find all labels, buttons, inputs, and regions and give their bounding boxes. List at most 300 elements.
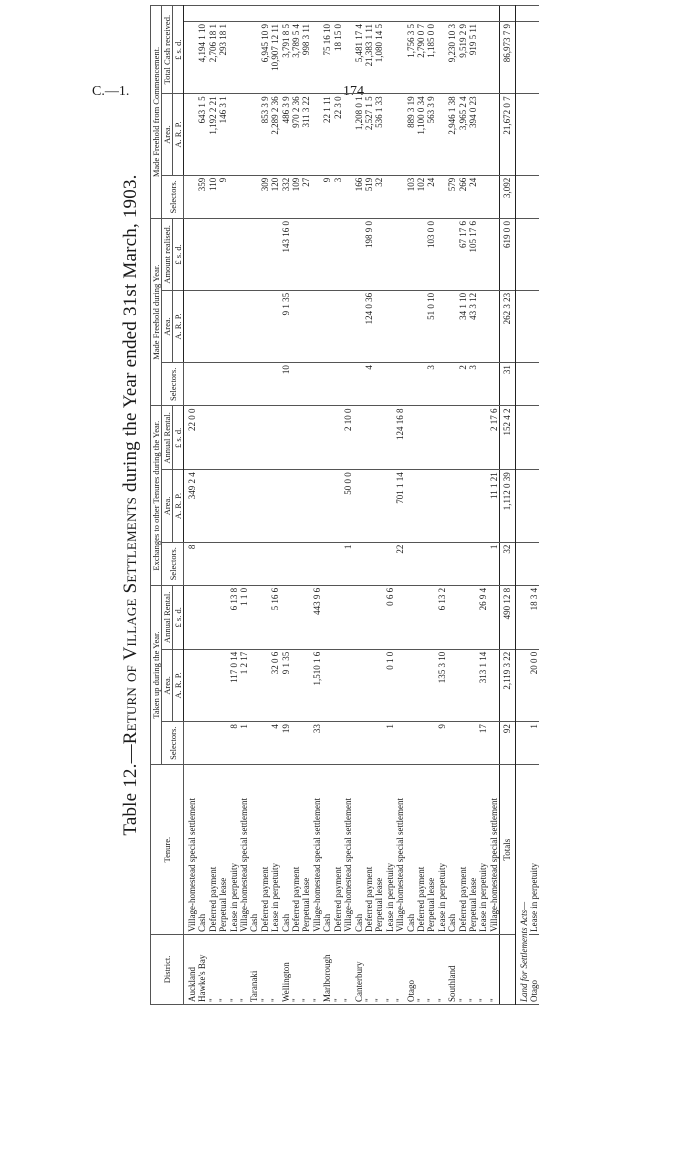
value-cell — [301, 406, 311, 470]
tenure-cell: Deferred payment — [333, 765, 343, 935]
value-cell: 117 0 14 — [229, 649, 239, 721]
value-cell — [260, 649, 270, 721]
tenure-cell: Cash — [447, 765, 457, 935]
value-cell: 2,706 18 1 — [208, 21, 218, 93]
value-cell — [239, 470, 249, 542]
value-cell — [322, 470, 332, 542]
value-cell: 124 0 36 — [364, 290, 374, 362]
value-cell: 103 — [406, 175, 416, 218]
value-cell — [312, 219, 322, 291]
value-cell — [437, 175, 447, 218]
value-cell: 3 — [468, 363, 478, 406]
district-cell: Auckland — [184, 934, 198, 1004]
header-annual-rental: Annual Rental. — [162, 406, 173, 470]
value-cell — [374, 290, 384, 362]
value-cell — [229, 363, 239, 406]
value-cell — [515, 470, 529, 542]
value-cell — [515, 94, 529, 175]
district-cell: " — [385, 934, 395, 1004]
unit-arp: A. R. P. — [173, 290, 184, 362]
value-cell — [489, 219, 500, 291]
value-cell: 143 16 0 — [281, 219, 291, 291]
value-cell — [322, 6, 332, 22]
value-cell — [515, 542, 529, 585]
value-cell — [312, 470, 322, 542]
value-cell — [208, 290, 218, 362]
value-cell — [364, 406, 374, 470]
value-cell — [489, 290, 500, 362]
value-cell — [260, 542, 270, 585]
value-cell — [184, 649, 198, 721]
value-cell: 486 3 9 — [281, 94, 291, 175]
value-cell — [489, 21, 500, 93]
value-cell — [385, 94, 395, 175]
value-cell — [291, 363, 301, 406]
value-cell — [208, 649, 218, 721]
value-cell — [374, 6, 384, 22]
value-cell — [426, 722, 436, 765]
header-district: District. — [151, 934, 184, 1004]
value-cell — [343, 649, 353, 721]
value-cell — [333, 542, 343, 585]
value-cell — [529, 363, 539, 406]
table-row — [489, 6, 500, 1005]
page-reference: C.—1. — [92, 84, 130, 99]
tenure-cell: Cash — [197, 765, 207, 935]
table-row — [416, 6, 426, 1005]
tenure-cell: Lease in perpetuity — [385, 765, 395, 935]
district-cell: " — [260, 934, 270, 1004]
value-cell: 9,230 10 3 — [447, 21, 457, 93]
value-cell — [343, 363, 353, 406]
value-cell — [260, 290, 270, 362]
value-cell — [312, 21, 322, 93]
value-cell — [468, 6, 478, 22]
value-cell — [343, 175, 353, 218]
value-cell — [184, 585, 198, 649]
value-cell — [416, 585, 426, 649]
tenure-cell: Village-homestead special settlement — [239, 765, 249, 935]
table-row — [364, 6, 374, 1005]
value-cell — [447, 585, 457, 649]
group-freehold-year: Made Freehold during Year. — [151, 219, 162, 406]
total-cell: 31 — [500, 363, 515, 406]
value-cell — [343, 94, 353, 175]
value-cell — [208, 363, 218, 406]
value-cell — [447, 470, 457, 542]
value-cell — [343, 290, 353, 362]
district-cell: " — [301, 934, 311, 1004]
value-cell: 1,510 1 6 — [312, 649, 322, 721]
value-cell: 0 1 0 — [385, 649, 395, 721]
table-row — [291, 6, 301, 1005]
value-cell — [281, 585, 291, 649]
value-cell — [322, 406, 332, 470]
section-heading-row — [515, 6, 529, 1005]
value-cell — [374, 219, 384, 291]
value-cell: 349 2 4 — [184, 470, 198, 542]
value-cell — [406, 363, 416, 406]
tenure-cell: Deferred payment — [364, 765, 374, 935]
header-area: Area. — [162, 649, 173, 721]
district-cell: Southland — [447, 934, 457, 1004]
value-cell — [529, 6, 539, 22]
value-cell — [416, 219, 426, 291]
value-cell — [406, 406, 416, 470]
value-cell — [333, 722, 343, 765]
value-cell — [406, 542, 416, 585]
group-freehold-commencement: Made Freehold from Commencement. — [151, 6, 162, 219]
value-cell: 1 1 0 — [239, 585, 249, 649]
tenure-cell: Lease in perpetuity — [229, 765, 239, 935]
header-area: Area. — [162, 94, 173, 175]
value-cell: 22 1 11 — [322, 94, 332, 175]
value-cell — [260, 406, 270, 470]
value-cell — [354, 722, 364, 765]
district-cell: " — [468, 934, 478, 1004]
value-cell: 5 16 6 — [270, 585, 280, 649]
value-cell — [468, 470, 478, 542]
value-cell — [354, 290, 364, 362]
value-cell — [312, 290, 322, 362]
tenure-cell: Lease in perpetuity — [478, 765, 488, 935]
value-cell — [406, 470, 416, 542]
value-cell: 67 17 6 — [458, 219, 468, 291]
value-cell: 9 1 35 — [281, 649, 291, 721]
table-row — [385, 6, 395, 1005]
district-cell: Hawke's Bay — [197, 934, 207, 1004]
value-cell — [197, 363, 207, 406]
value-cell — [229, 94, 239, 175]
value-cell — [416, 6, 426, 22]
value-cell — [333, 585, 343, 649]
value-cell: 2,527 1 5 — [364, 94, 374, 175]
value-cell — [312, 175, 322, 218]
table-row — [197, 6, 207, 1005]
value-cell — [301, 6, 311, 22]
group-taken-up: Taken up during the Year. — [151, 585, 162, 764]
value-cell — [312, 406, 322, 470]
value-cell — [416, 722, 426, 765]
district-cell: " — [489, 934, 500, 1004]
value-cell — [218, 585, 228, 649]
district-cell: Otago — [529, 934, 539, 1004]
value-cell: 51 0 10 — [426, 290, 436, 362]
value-cell — [260, 585, 270, 649]
value-cell — [458, 542, 468, 585]
value-cell — [447, 6, 457, 22]
value-cell: 1 2 17 — [239, 649, 249, 721]
value-cell — [395, 6, 405, 22]
value-cell — [489, 175, 500, 218]
value-cell: 853 3 9 — [260, 94, 270, 175]
value-cell — [281, 6, 291, 22]
value-cell — [374, 542, 384, 585]
value-cell — [229, 6, 239, 22]
value-cell: 4,194 1 10 — [197, 21, 207, 93]
value-cell: 998 3 11 — [301, 21, 311, 93]
value-cell: 2,289 2 36 — [270, 94, 280, 175]
value-cell: 1 — [239, 722, 249, 765]
value-cell — [354, 6, 364, 22]
value-cell: 1,192 2 21 — [208, 94, 218, 175]
value-cell — [515, 6, 529, 22]
tenure-cell: Cash — [281, 765, 291, 935]
tenure-cell: Deferred payment — [208, 765, 218, 935]
total-cell: 619 0 0 — [500, 219, 515, 291]
value-cell — [385, 175, 395, 218]
value-cell: 10 — [281, 363, 291, 406]
value-cell: 105 17 6 — [468, 219, 478, 291]
value-cell: 2 — [458, 363, 468, 406]
value-cell — [354, 406, 364, 470]
value-cell: 8 — [184, 542, 198, 585]
value-cell — [343, 585, 353, 649]
value-cell: 24 — [468, 175, 478, 218]
value-cell — [301, 542, 311, 585]
value-cell — [249, 175, 259, 218]
value-cell — [395, 585, 405, 649]
header-selectors: Selectors. — [162, 722, 184, 765]
value-cell — [249, 21, 259, 93]
total-cell: 92 — [500, 722, 515, 765]
value-cell — [364, 470, 374, 542]
value-cell: 1 — [343, 542, 353, 585]
value-cell — [406, 6, 416, 22]
value-cell — [416, 470, 426, 542]
value-cell — [301, 585, 311, 649]
value-cell — [260, 470, 270, 542]
district-cell: Canterbury — [354, 934, 364, 1004]
value-cell — [291, 722, 301, 765]
value-cell — [301, 219, 311, 291]
value-cell — [437, 470, 447, 542]
value-cell: 19 — [281, 722, 291, 765]
value-cell — [515, 219, 529, 291]
unit-money: £ s. d. — [173, 406, 184, 470]
value-cell — [447, 363, 457, 406]
value-cell — [333, 406, 343, 470]
value-cell — [416, 649, 426, 721]
value-cell — [354, 649, 364, 721]
value-cell — [385, 542, 395, 585]
header-selectors: Selectors. — [162, 175, 184, 218]
value-cell — [229, 219, 239, 291]
value-cell — [395, 21, 405, 93]
value-cell — [374, 585, 384, 649]
value-cell — [322, 290, 332, 362]
value-cell: 266 — [458, 175, 468, 218]
value-cell — [416, 406, 426, 470]
value-cell — [354, 542, 364, 585]
value-cell: 75 16 10 — [322, 21, 332, 93]
tenure-cell: Lease in perpetuity — [270, 765, 280, 935]
value-cell — [478, 542, 488, 585]
value-cell: 20 0 0 — [529, 649, 539, 721]
value-cell — [301, 290, 311, 362]
value-cell — [208, 6, 218, 22]
header-area: Area. — [162, 290, 173, 362]
value-cell — [458, 406, 468, 470]
district-cell: " — [364, 934, 374, 1004]
district-cell: " — [291, 934, 301, 1004]
value-cell — [468, 722, 478, 765]
unit-money: £ s. d. — [173, 219, 184, 291]
section-heading: Land for Settlements Acts— — [515, 765, 529, 1005]
value-cell — [478, 290, 488, 362]
unit-arp: A. R. P. — [173, 470, 184, 542]
district-cell: " — [426, 934, 436, 1004]
total-cell: 490 12 8 — [500, 585, 515, 649]
value-cell — [197, 542, 207, 585]
value-cell: 33 — [312, 722, 322, 765]
value-cell — [364, 542, 374, 585]
value-cell: 135 3 10 — [437, 649, 447, 721]
value-cell — [395, 94, 405, 175]
value-cell: 1 — [489, 542, 500, 585]
value-cell: 359 — [197, 175, 207, 218]
value-cell — [301, 649, 311, 721]
value-cell — [515, 649, 529, 721]
district-cell: " — [437, 934, 447, 1004]
value-cell: 919 5 11 — [468, 21, 478, 93]
total-cell: 3,092 — [500, 175, 515, 218]
value-cell: 10,907 12 11 — [270, 21, 280, 93]
value-cell — [249, 722, 259, 765]
table-row — [208, 6, 218, 1005]
value-cell — [197, 649, 207, 721]
table-row — [249, 6, 259, 1005]
value-cell — [529, 406, 539, 470]
value-cell — [291, 6, 301, 22]
value-cell — [301, 363, 311, 406]
value-cell: 2,946 1 38 — [447, 94, 457, 175]
value-cell — [208, 470, 218, 542]
value-cell — [239, 363, 249, 406]
value-cell: 519 — [364, 175, 374, 218]
value-cell — [249, 219, 259, 291]
value-cell — [333, 219, 343, 291]
value-cell: 9 1 35 — [281, 290, 291, 362]
value-cell — [322, 219, 332, 291]
value-cell — [437, 542, 447, 585]
value-cell — [281, 406, 291, 470]
tenure-cell: Perpetual lease — [218, 765, 228, 935]
tenure-cell: Village-homestead special settlement — [395, 765, 405, 935]
table-row — [281, 6, 291, 1005]
value-cell: 22 3 0 — [333, 94, 343, 175]
value-cell — [478, 219, 488, 291]
value-cell — [239, 21, 249, 93]
value-cell — [437, 6, 447, 22]
value-cell — [322, 649, 332, 721]
value-cell — [529, 21, 539, 93]
value-cell — [478, 6, 488, 22]
value-cell: 32 0 6 — [270, 649, 280, 721]
value-cell — [229, 406, 239, 470]
value-cell — [374, 722, 384, 765]
value-cell: 9 — [322, 175, 332, 218]
value-cell: 27 — [301, 175, 311, 218]
tenure-cell: Cash — [406, 765, 416, 935]
value-cell — [374, 649, 384, 721]
value-cell — [385, 290, 395, 362]
header-total-cash: Total Cash received. — [162, 6, 173, 94]
value-cell — [260, 219, 270, 291]
table-row — [218, 6, 228, 1005]
header-annual-rental: Annual Rental. — [162, 585, 173, 649]
value-cell: 22 — [395, 542, 405, 585]
district-cell: " — [218, 934, 228, 1004]
value-cell — [395, 649, 405, 721]
value-cell — [249, 470, 259, 542]
total-cell: 1,112 0 39 — [500, 470, 515, 542]
value-cell — [343, 6, 353, 22]
value-cell — [281, 542, 291, 585]
header-selectors: Selectors. — [162, 363, 184, 406]
value-cell: 4 — [270, 722, 280, 765]
value-cell: 6,945 10 9 — [260, 21, 270, 93]
table-row — [322, 6, 332, 1005]
value-cell — [478, 21, 488, 93]
value-cell: 18 15 0 — [333, 21, 343, 93]
value-cell: 643 1 5 — [197, 94, 207, 175]
value-cell: 5,481 17 4 — [354, 21, 364, 93]
header-tenure: Tenure. — [151, 765, 184, 935]
value-cell: 1,208 0 1 — [354, 94, 364, 175]
value-cell — [468, 585, 478, 649]
value-cell — [333, 470, 343, 542]
value-cell: 3 — [426, 363, 436, 406]
value-cell — [447, 649, 457, 721]
value-cell — [239, 6, 249, 22]
value-cell — [322, 722, 332, 765]
value-cell — [529, 470, 539, 542]
value-cell — [229, 175, 239, 218]
district-cell: " — [374, 934, 384, 1004]
value-cell — [478, 470, 488, 542]
total-cell: 152 4 2 — [500, 406, 515, 470]
value-cell: 9 — [218, 175, 228, 218]
value-cell — [249, 649, 259, 721]
value-cell — [218, 470, 228, 542]
value-cell: 332 — [281, 175, 291, 218]
district-cell: Otago — [406, 934, 416, 1004]
value-cell — [478, 406, 488, 470]
value-cell — [260, 363, 270, 406]
value-cell — [489, 94, 500, 175]
value-cell: 1,100 0 34 — [416, 94, 426, 175]
value-cell — [270, 542, 280, 585]
value-cell — [208, 722, 218, 765]
value-cell: 311 3 22 — [301, 94, 311, 175]
table-row — [333, 6, 343, 1005]
value-cell — [312, 542, 322, 585]
value-cell — [249, 290, 259, 362]
value-cell: 9 — [437, 722, 447, 765]
value-cell — [437, 219, 447, 291]
value-cell — [395, 722, 405, 765]
value-cell — [489, 722, 500, 765]
value-cell: 313 1 14 — [478, 649, 488, 721]
value-cell — [426, 585, 436, 649]
value-cell: 394 0 23 — [468, 94, 478, 175]
value-cell — [270, 6, 280, 22]
value-cell — [468, 542, 478, 585]
value-cell: 1,185 0 0 — [426, 21, 436, 93]
value-cell — [478, 363, 488, 406]
value-cell: 3,789 5 4 — [291, 21, 301, 93]
